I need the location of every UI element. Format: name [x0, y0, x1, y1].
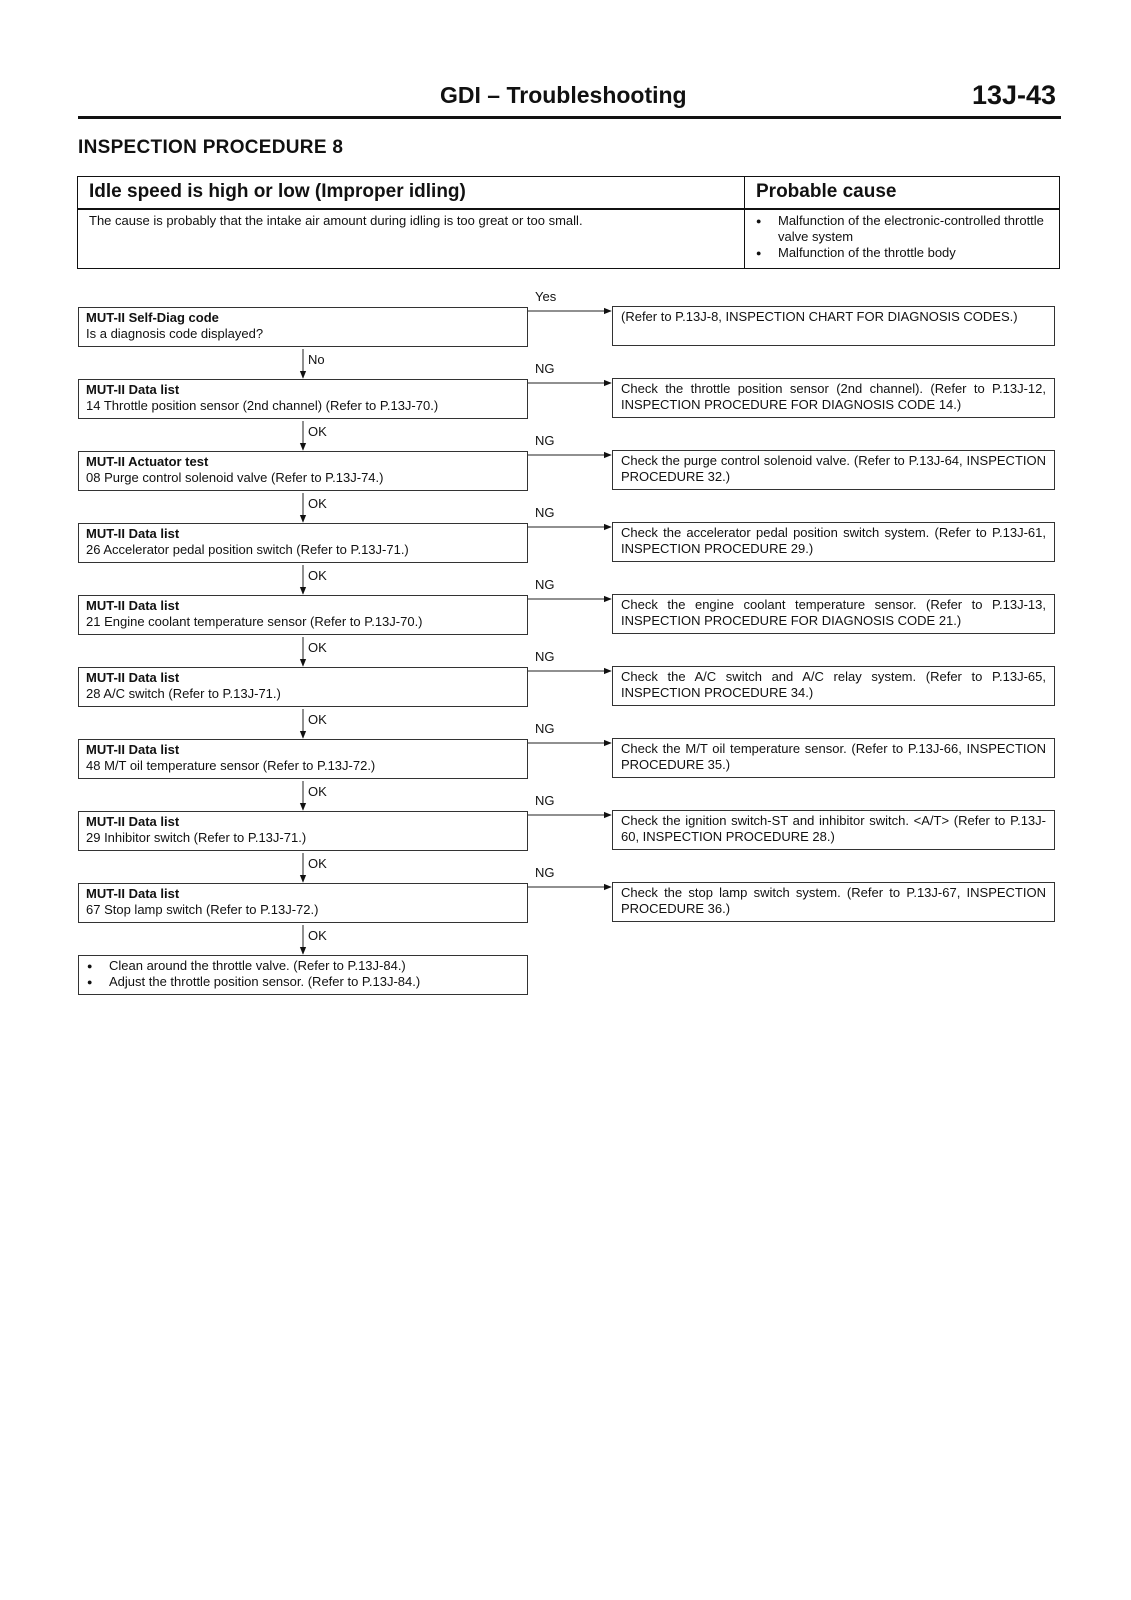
branch-label: NG: [535, 865, 555, 880]
check-step-text: 21 Engine coolant temperature sensor (Refer to P.13J-70.): [86, 614, 423, 629]
probable-cause-item: ● Malfunction of the electronic-controlled throttle valve system: [756, 213, 1056, 245]
page-number: 13J-43: [972, 80, 1057, 110]
check-step-text: 29 Inhibitor switch (Refer to P.13J-71.): [86, 830, 307, 845]
result-action-box: Check the accelerator pedal position switch system. (Refer to P.13J-61, INSPECTION PROCEDURE 29.): [612, 522, 1055, 562]
result-action-box: Check the A/C switch and A/C relay system. (Refer to P.13J-65, INSPECTION PROCEDURE 34.): [612, 666, 1055, 706]
continue-label: No: [308, 352, 325, 367]
continue-label: OK: [308, 568, 327, 583]
result-action-box: Check the throttle position sensor (2nd channel). (Refer to P.13J-12, INSPECTION PROCEDURE FOR DIAGNOSIS CODE 14.): [612, 378, 1055, 418]
result-action-box: Check the stop lamp switch system. (Refer to P.13J-67, INSPECTION PROCEDURE 36.): [612, 882, 1055, 922]
section-title: GDI – Troubleshooting: [440, 82, 687, 108]
result-action-box: Check the ignition switch-ST and inhibitor switch. <A/T> (Refer to P.13J-60, INSPECTION PROCEDURE 28.): [612, 810, 1055, 850]
check-step-box: [78, 307, 528, 347]
final-action-list: [87, 958, 519, 990]
continue-label: OK: [308, 784, 327, 799]
result-action-box: Check the engine coolant temperature sensor. (Refer to P.13J-13, INSPECTION PROCEDURE FOR DIAGNOSIS CODE 21.): [612, 594, 1055, 634]
branch-label: Yes: [535, 289, 557, 304]
check-step-text: 28 A/C switch (Refer to P.13J-71.): [86, 686, 281, 701]
check-step-box: [78, 379, 528, 419]
check-step-title: MUT-II Data list: [86, 814, 180, 829]
check-step-title: MUT-II Actuator test: [86, 454, 209, 469]
check-step-text: 14 Throttle position sensor (2nd channel) (Refer to P.13J-70.): [86, 398, 439, 413]
check-step-title: MUT-II Data list: [86, 886, 180, 901]
probable-cause-list: [756, 213, 1056, 261]
check-step-box: [78, 883, 528, 923]
check-step-box: [78, 595, 528, 635]
continue-label: OK: [308, 856, 327, 871]
check-step-text: 67 Stop lamp switch (Refer to P.13J-72.): [86, 902, 319, 917]
header-rule: [78, 116, 1061, 119]
continue-label: OK: [308, 496, 327, 511]
summary-divider-vertical: [744, 177, 745, 268]
check-step-title: MUT-II Data list: [86, 742, 180, 757]
check-step-box: [78, 451, 528, 491]
branch-label: NG: [535, 433, 555, 448]
symptom-heading: Idle speed is high or low (Improper idling): [89, 181, 466, 202]
continue-label: OK: [308, 712, 327, 727]
final-action-item: ● Adjust the throttle position sensor. (Refer to P.13J-84.): [87, 974, 519, 990]
final-action-box: [78, 955, 528, 995]
continue-label: OK: [308, 928, 327, 943]
check-step-text: Is a diagnosis code displayed?: [86, 326, 264, 341]
check-step-title: MUT-II Data list: [86, 382, 180, 397]
branch-label: NG: [535, 649, 555, 664]
summary-divider-horizontal: [78, 208, 1059, 210]
branch-label: NG: [535, 577, 555, 592]
branch-label: NG: [535, 361, 555, 376]
branch-label: NG: [535, 721, 555, 736]
probable-cause-item: ● Malfunction of the throttle body: [756, 245, 1056, 261]
symptom-description: The cause is probably that the intake air amount during idling is too great or too small.: [89, 213, 583, 228]
check-step-text: 48 M/T oil temperature sensor (Refer to P.13J-72.): [86, 758, 376, 773]
continue-label: OK: [308, 424, 327, 439]
probable-cause-heading: Probable cause: [756, 181, 897, 202]
check-step-text: 08 Purge control solenoid valve (Refer to P.13J-74.): [86, 470, 384, 485]
check-step-title: MUT-II Data list: [86, 526, 180, 541]
check-step-title: MUT-II Data list: [86, 670, 180, 685]
branch-label: NG: [535, 505, 555, 520]
summary-table: [77, 176, 1060, 269]
check-step-box: [78, 523, 528, 563]
check-step-title: MUT-II Data list: [86, 598, 180, 613]
check-step-title: MUT-II Self-Diag code: [86, 310, 219, 325]
result-action-box: (Refer to P.13J-8, INSPECTION CHART FOR DIAGNOSIS CODES.): [612, 306, 1055, 346]
branch-label: NG: [535, 793, 555, 808]
result-action-box: Check the M/T oil temperature sensor. (Refer to P.13J-66, INSPECTION PROCEDURE 35.): [612, 738, 1055, 778]
continue-label: OK: [308, 640, 327, 655]
check-step-box: [78, 811, 528, 851]
check-step-text: 26 Accelerator pedal position switch (Refer to P.13J-71.): [86, 542, 409, 557]
result-action-box: Check the purge control solenoid valve. (Refer to P.13J-64, INSPECTION PROCEDURE 32.): [612, 450, 1055, 490]
check-step-box: [78, 739, 528, 779]
procedure-title: INSPECTION PROCEDURE 8: [78, 137, 344, 158]
check-step-box: [78, 667, 528, 707]
final-action-item: ● Clean around the throttle valve. (Refer to P.13J-84.): [87, 958, 519, 974]
